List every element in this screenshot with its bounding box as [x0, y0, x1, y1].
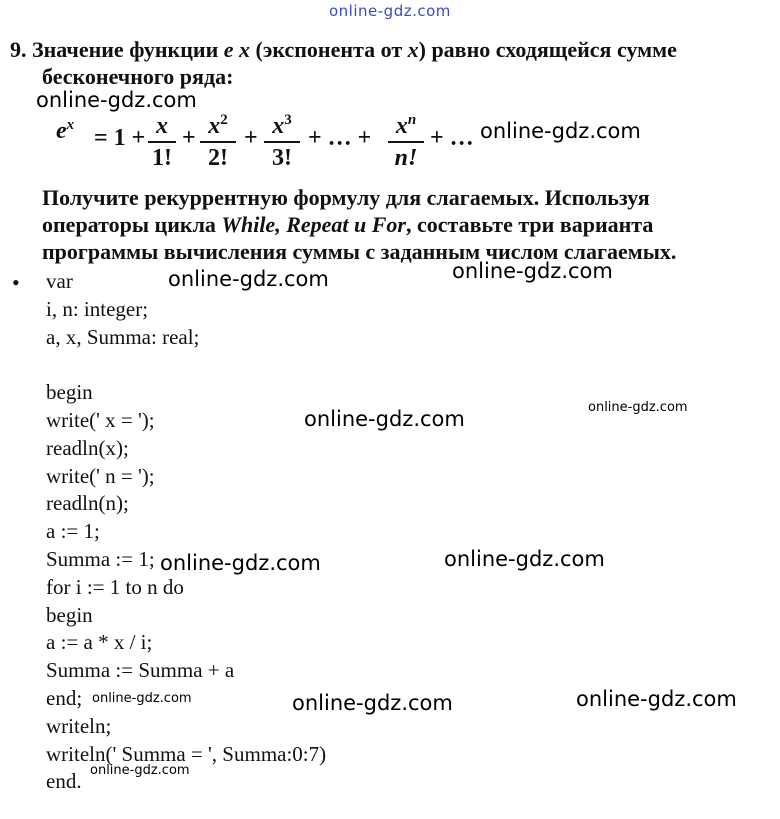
task-text: (экспонента от [255, 37, 403, 62]
watermark: online-gdz.com [452, 259, 613, 283]
formula-plus: + [182, 125, 196, 151]
task-text: операторы цикла [42, 212, 216, 237]
code-line: var [46, 269, 73, 293]
code-line: a := 1; [46, 519, 100, 544]
task-line-3: Получите рекуррентную формулу для слагаемых. Используя [42, 185, 650, 210]
code-line: a := a * x / i; [46, 630, 153, 655]
task-text: Значение функции [32, 37, 219, 62]
task-expression: e x [223, 37, 251, 62]
fraction-2: $x^2$ 2! [200, 107, 236, 171]
fraction-n: $x^n$ n! [388, 107, 424, 171]
pascal-code [46, 268, 326, 796]
watermark: online-gdz.com [588, 400, 688, 415]
watermark: online-gdz.com [304, 407, 465, 431]
formula-lhs: $e^x$ [56, 117, 75, 144]
watermark: online-gdz.com [90, 763, 190, 778]
watermark: online-gdz.com [480, 119, 641, 143]
fraction-1: x 1! [148, 107, 176, 171]
code-line: write(' n = '); [46, 463, 155, 488]
task-text: ) равно сходящейся сумме [418, 37, 677, 62]
code-line: begin [46, 380, 93, 405]
task-text: , составьте три варианта [405, 212, 654, 237]
code-line: a, x, Summa: real; [46, 324, 200, 349]
code-line: for i := 1 to n do [46, 574, 184, 599]
code-line: Summa := Summa + a [46, 658, 235, 683]
task-line-5: программы вычисления суммы с заданным числом слагаемых. [42, 239, 677, 264]
watermark: online-gdz.com [160, 551, 321, 575]
watermark: online-gdz.com [36, 88, 197, 112]
task-line-4 [42, 211, 653, 238]
formula-plus: + [244, 125, 258, 151]
formula-equals: = 1 + [94, 125, 146, 151]
code-line: begin [46, 602, 93, 627]
code-line: write(' x = '); [46, 407, 155, 432]
code-line: Summa := 1; [46, 546, 155, 571]
task-line-2: бесконечного ряда: [42, 64, 234, 89]
task-variable: x [407, 37, 419, 62]
code-line: writeln; [46, 713, 112, 738]
code-line: readln(n); [46, 491, 129, 516]
list-bullet: • [12, 270, 20, 295]
watermark: online-gdz.com [168, 267, 329, 291]
watermark-top: online-gdz.com [329, 2, 451, 20]
watermark: online-gdz.com [92, 691, 192, 706]
loop-operators: While, Repeat и For [221, 212, 406, 237]
watermark: online-gdz.com [292, 691, 453, 715]
code-line: end. [46, 769, 82, 794]
code-line: writeln(' Summa = ', Summa:0:7) [46, 741, 327, 766]
watermark: online-gdz.com [576, 687, 737, 711]
formula-ellipsis: + … + [308, 125, 372, 151]
code-line [46, 351, 326, 379]
code-line: readln(x); [46, 435, 129, 460]
formula-tail: + … [430, 125, 474, 151]
fraction-3: $x^3$ 3! [264, 107, 300, 171]
code-line: i, n: integer; [46, 296, 149, 321]
series-formula [52, 107, 492, 169]
code-line: end; [46, 685, 83, 710]
task-line-1 [10, 36, 677, 63]
watermark: online-gdz.com [444, 547, 605, 571]
task-number: 9. [10, 37, 27, 62]
